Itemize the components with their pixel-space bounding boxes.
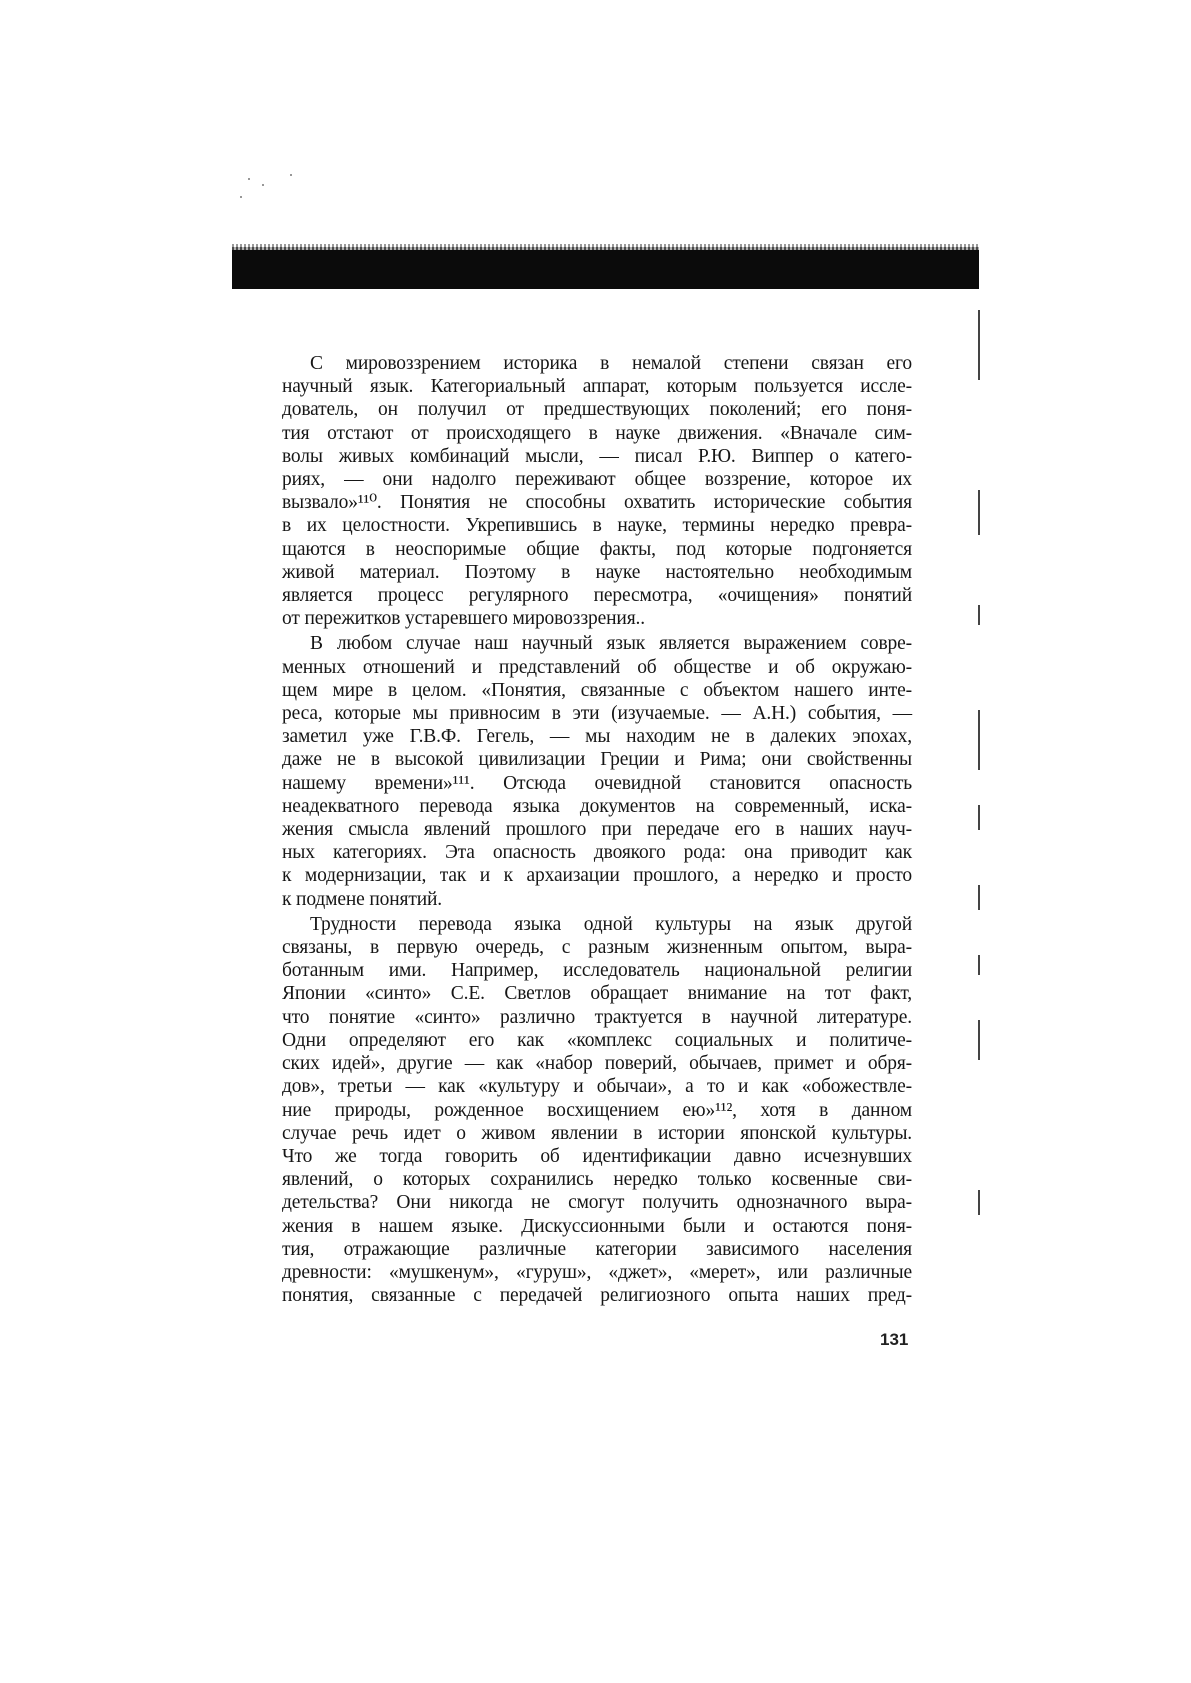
text-line: С мировоззрением историка в немалой степени связан его [310,353,912,374]
text-line: щем мире в целом. «Понятия, связанные с объектом нашего инте- [282,679,912,701]
text-line: Японии «синто» С.Е. Светлов обращает внимание на тот факт, [282,983,912,1005]
scan-margin-marks [978,300,982,1300]
text-line: к модернизации, так и к архаизации прошлого, а нередко и просто [282,865,912,887]
text-line: неадекватного перевода языка документов на современный, иска- [282,795,912,817]
text-line: понятия, связанные с передачей религиозного опыта наших пред- [282,1285,912,1307]
text-line: Трудности перевода языка одной культуры на язык другой [310,913,912,935]
text-line: явлений, о которых сохранились нередко только косвенные сви- [282,1169,912,1191]
text-line: даже не в высокой цивилизации Греции и Рима; они свойственны [282,749,912,771]
text-line: живой материал. Поэтому в науке настоятельно необходимым [282,561,912,583]
text-line: волы живых комбинаций мысли, — писал Р.Ю. Виппер о катего- [282,445,912,467]
scan-speck [248,178,250,180]
header-rule [232,247,979,289]
text-line: к подмене понятий. [282,888,443,910]
text-line: жения в нашем языке. Дискуссионными были и остаются поня- [282,1215,912,1237]
text-line: вызвало»¹¹⁰. Понятия не способны охватить исторические события [282,492,912,514]
text-line: реса, которые мы привносим в эти (изучаемые. — А.Н.) события, — [282,703,912,725]
text-line: ботанным ими. Например, исследователь национальной религии [282,960,912,982]
text-line: В любом случае наш научный язык является выражением совре- [310,633,912,655]
text-line: ных категориях. Эта опасность двоякого рода: она приводит как [282,842,912,864]
text-line: в их целостности. Укрепившись в науке, термины нередко превра- [282,515,912,537]
text-line: жения смысла явлений прошлого при передаче его в наших науч- [282,819,912,841]
text-line: щаются в неоспоримые общие факты, под которые подгоняется [282,538,912,560]
text-line: дователь, он получил от предшествующих поколений; его поня- [282,399,912,421]
text-line: что понятие «синто» различно трактуется в научной литературе. [282,1006,912,1028]
text-line: нашему времени»¹¹¹. Отсюда очевидной становится опасность [282,772,912,794]
scan-speck [240,196,242,198]
text-line: Что же тогда говорить об идентификации давно исчезнувших [282,1145,912,1167]
text-line: тия, отражающие различные категории зависимого населения [282,1238,912,1260]
text-line: тия отстают от происходящего в науке движения. «Вначале сим- [282,422,912,444]
scan-speck [262,184,264,186]
text-line: от пережитков устаревшего мировоззрения.. [282,608,645,630]
text-line: менных отношений и представлений об обществе и об окружаю- [282,656,912,678]
text-line: заметил уже Г.В.Ф. Гегель, — мы находим не в далеких эпохах, [282,726,912,748]
text-line: Одни определяют его как «комплекс социальных и политиче- [282,1029,912,1051]
body-text [282,352,912,1307]
page-number: 131 [880,1330,909,1349]
text-line: древности: «мушкенум», «гуруш», «джет», «мерет», или различные [282,1261,912,1283]
scan-speck [290,174,292,176]
text-line: риях, — они надолго переживают общее воззрение, которое их [282,469,912,491]
text-line: дов», третьи — как «культуру и обычаи», а то и как «обожествле- [282,1076,912,1098]
text-line: ских идей», другие — как «набор поверий, обычаев, примет и обря- [282,1053,912,1075]
text-line: является процесс регулярного пересмотра, «очищения» понятий [282,585,912,607]
text-line: ние природы, рожденное восхищением ею»¹¹², хотя в данном [282,1099,912,1121]
text-line: детельства? Они никогда не смогут получить однозначного выра- [282,1192,912,1214]
text-line: научный язык. Категориальный аппарат, которым пользуется иссле- [282,376,912,398]
text-line: случае речь идет о живом явлении в истории японской культуры. [282,1122,912,1144]
text-line: связаны, в первую очередь, с разным жизненным опытом, выра- [282,937,912,959]
